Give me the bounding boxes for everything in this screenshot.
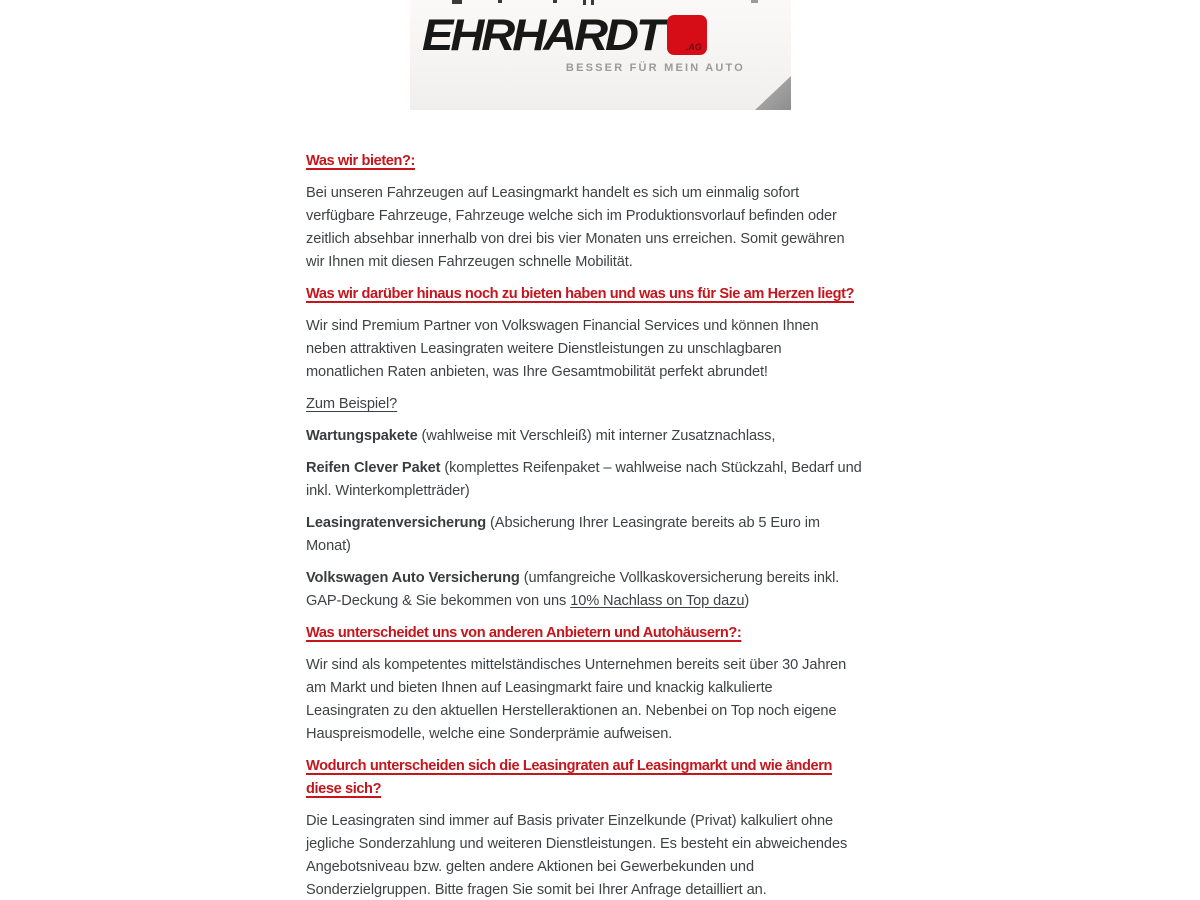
text-line: Wir sind Premium Partner von Volkswagen Financial Services und können Ihnen xyxy=(306,318,819,334)
term-leasingratenversicherung: Leasingratenversicherung xyxy=(306,515,487,531)
text-line: inkl. Winterkompletträder) xyxy=(306,483,470,499)
cropped-text-remnant xyxy=(751,0,758,3)
brand-row xyxy=(422,9,707,60)
heading-wodurch-unterscheiden-leasingraten xyxy=(306,755,898,801)
text-line: Monat) xyxy=(306,538,351,554)
text-line xyxy=(306,590,898,613)
paragraph-sofort-verfuegbare-fahrzeuge xyxy=(306,182,898,274)
text-line xyxy=(306,425,898,448)
text-line: Hauspreismodelle, welche eine Sonderprämie aufweisen. xyxy=(306,726,673,742)
list-item-vw-auto-versicherung xyxy=(306,567,898,613)
text-line: am Markt und bieten Ihnen auf Leasingmarkt faire und knackig kalkulierte xyxy=(306,680,773,696)
text-line: verfügbare Fahrzeuge, Fahrzeuge welche sich im Produktionsvorlauf befinden oder xyxy=(306,208,837,224)
corner-fold-triangle xyxy=(755,76,791,110)
term-wartungspakete: Wartungspakete xyxy=(306,428,418,444)
content-column xyxy=(306,150,898,900)
ehrhardt-logo xyxy=(410,0,791,110)
list-item-leasingratenversicherung xyxy=(306,512,898,558)
text-line: Die Leasingraten sind immer auf Basis privater Einzelkunde (Privat) kalkuliert ohne xyxy=(306,813,834,829)
term-description: ) xyxy=(744,593,750,609)
term-description: GAP-Deckung & Sie bekommen von uns xyxy=(306,593,571,609)
text-line: zeitlich absehbar innerhalb von drei bis vier Monaten uns erreichen. Somit gewähren xyxy=(306,231,845,247)
brand-ag-badge xyxy=(667,15,707,55)
paragraph-leasingraten-basis xyxy=(306,810,898,900)
text-line: Wodurch unterscheiden sich die Leasingraten auf Leasingmarkt und wie ändern xyxy=(306,758,833,774)
text-line: diese sich? xyxy=(306,781,382,797)
brand-tagline: BESSER FÜR MEIN AUTO xyxy=(565,62,745,74)
heading-darueber-hinaus xyxy=(306,283,898,306)
cropped-text-remnant xyxy=(583,0,586,5)
cropped-text-remnant xyxy=(498,0,502,3)
cropped-text-remnant xyxy=(553,0,557,3)
heading-was-wir-bieten: Was wir bieten?: xyxy=(306,153,416,169)
term-description: (komplettes Reifenpaket – wahlweise nach Stückzahl, Bedarf und xyxy=(440,460,862,476)
text-line xyxy=(306,512,898,535)
paragraph-mittelstaendisches-unternehmen xyxy=(306,654,898,746)
term-vw-auto-versicherung: Volkswagen Auto Versicherung xyxy=(306,570,520,586)
brand-wordmark: EHRHARDT xyxy=(422,9,662,60)
text-line xyxy=(306,567,898,590)
text-line: Leasingraten zu den aktuellen Herstelleraktionen an. Nebenbei on Top noch eigene xyxy=(306,703,837,719)
text-line: Bei unseren Fahrzeugen auf Leasingmarkt handelt es sich um einmalig sofort xyxy=(306,185,800,201)
underlined-offer-nachlass: 10% Nachlass on Top dazu xyxy=(570,593,745,609)
term-description: (wahlweise mit Verschleiß) mit interner Zusatznachlass, xyxy=(417,428,776,444)
term-reifen-clever-paket: Reifen Clever Paket xyxy=(306,460,441,476)
text-line: Zum Beispiel? xyxy=(306,396,398,412)
text-line: wir Ihnen mit diesen Fahrzeugen schnelle Mobilität. xyxy=(306,254,633,270)
term-description: (Absicherung Ihrer Leasingrate bereits ab 5 Euro im xyxy=(486,515,820,531)
text-line: Angebotsniveau bzw. gelten andere Aktionen bei Gewerbekunden und xyxy=(306,859,754,875)
term-description: (umfangreiche Vollkaskoversicherung bereits inkl. xyxy=(519,570,840,586)
text-line: Wir sind als kompetentes mittelständisches Unternehmen bereits seit über 30 Jahren xyxy=(306,657,847,673)
heading-was-unterscheidet-uns: Was unterscheidet uns von anderen Anbietern und Autohäusern?: xyxy=(306,625,742,641)
cropped-text-remnant xyxy=(452,0,462,4)
cropped-text-remnant xyxy=(591,0,594,5)
brand-ag-label: .AG xyxy=(685,42,702,52)
text-line: Was wir darüber hinaus noch zu bieten haben und was uns für Sie am Herzen liegt? xyxy=(306,286,855,302)
list-item-reifen-clever-paket xyxy=(306,457,898,503)
text-line xyxy=(306,457,898,480)
text-line: Sonderzielgruppen. Bitte fragen Sie somit bei Ihrer Anfrage detailliert an. xyxy=(306,882,767,898)
text-line: jegliche Sonderzahlung und weiteren Dienstleistungen. Es besteht ein abweichendes xyxy=(306,836,848,852)
paragraph-premium-partner xyxy=(306,315,898,384)
subheading-zum-beispiel xyxy=(306,393,898,416)
text-line: monatlichen Raten anbieten, was Ihre Gesamtmobilität perfekt abrundet! xyxy=(306,364,768,380)
list-item-wartungspakete xyxy=(306,425,898,448)
text-line: neben attraktiven Leasingraten weitere Dienstleistungen zu unschlagbaren xyxy=(306,341,782,357)
